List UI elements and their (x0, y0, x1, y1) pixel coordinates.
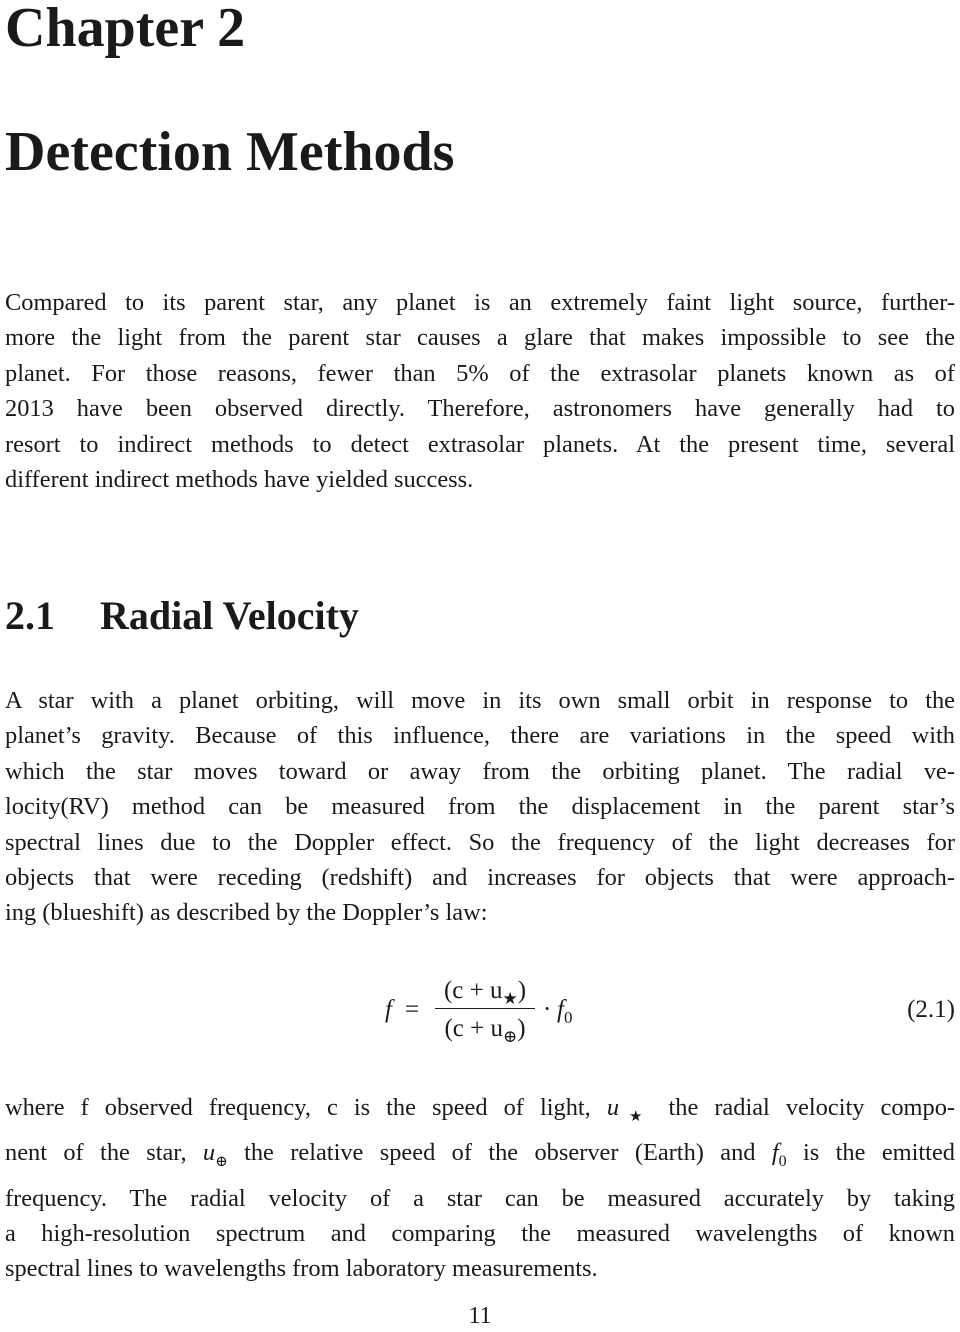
intro-paragraph (5, 285, 955, 497)
explanation-line: nent of the star, $u_\oplus$ the relative speed of the observer (Earth) and $f_0$ is the emitted (5, 1139, 955, 1171)
equation-explanation-paragraph (5, 1090, 955, 1287)
explanation-line: a high-resolution spectrum and comparing the measured wavelengths of known (5, 1219, 955, 1247)
chapter-label: Chapter 2 (5, 0, 246, 59)
fraction-denominator: $(c + u_\oplus)$ (444, 1015, 526, 1047)
explanation-line: spectral lines to wavelengths from laboratory measurements. (5, 1255, 598, 1283)
section-line: which the star moves toward or away from the orbiting planet. The radial ve- (5, 757, 955, 785)
section-line: planet’s gravity. Because of this influence, there are variations in the speed with (5, 722, 955, 750)
section-line: locity(RV) method can be measured from the displacement in the parent star’s (5, 793, 955, 821)
equation-dot: · (543, 996, 552, 1023)
doppler-equation (5, 972, 955, 1052)
intro-line: Compared to its parent star, any planet is an extremely faint light source, further- (5, 289, 955, 316)
section-number: 2.1 (5, 593, 55, 638)
equation-lhs: f (385, 996, 392, 1023)
page-number: 11 (468, 1303, 492, 1329)
section-line: spectral lines due to the Doppler effect. So the frequency of the light decreases for (5, 828, 955, 856)
section-line: A star with a planet orbiting, will move in its own small orbit in response to the (5, 687, 955, 714)
section-line: ing (blueshift) as described by the Doppler’s law: (5, 899, 488, 927)
equation-number: (2.1) (907, 996, 955, 1023)
section-heading (5, 592, 359, 639)
equation-f0: $f_0$ (557, 996, 573, 1027)
section-title: Radial Velocity (100, 593, 359, 638)
fraction-numerator: $(c + u_★)$ (443, 977, 527, 1008)
equation-equals: = (405, 996, 420, 1023)
intro-line: planet. For those reasons, fewer than 5% of the extrasolar planets known as of (5, 359, 955, 387)
explanation-line: frequency. The radial velocity of a star can be measured accurately by taking (5, 1184, 955, 1212)
section-line: objects that were receding (redshift) and increases for objects that were approach- (5, 864, 955, 892)
equation-fraction (435, 974, 535, 1045)
explanation-line: where f observed frequency, c is the speed of light, $u_★$ the radial velocity compo- (5, 1094, 956, 1125)
intro-line: more the light from the parent star causes a glare that makes impossible to see the (5, 324, 955, 352)
chapter-title: Detection Methods (5, 121, 455, 183)
radial-velocity-paragraph (5, 683, 955, 931)
intro-line: different indirect methods have yielded success. (5, 466, 474, 494)
intro-line: 2013 have been observed directly. Therefore, astronomers have generally had to (5, 395, 955, 423)
intro-line: resort to indirect methods to detect extrasolar planets. At the present time, several (5, 430, 955, 458)
